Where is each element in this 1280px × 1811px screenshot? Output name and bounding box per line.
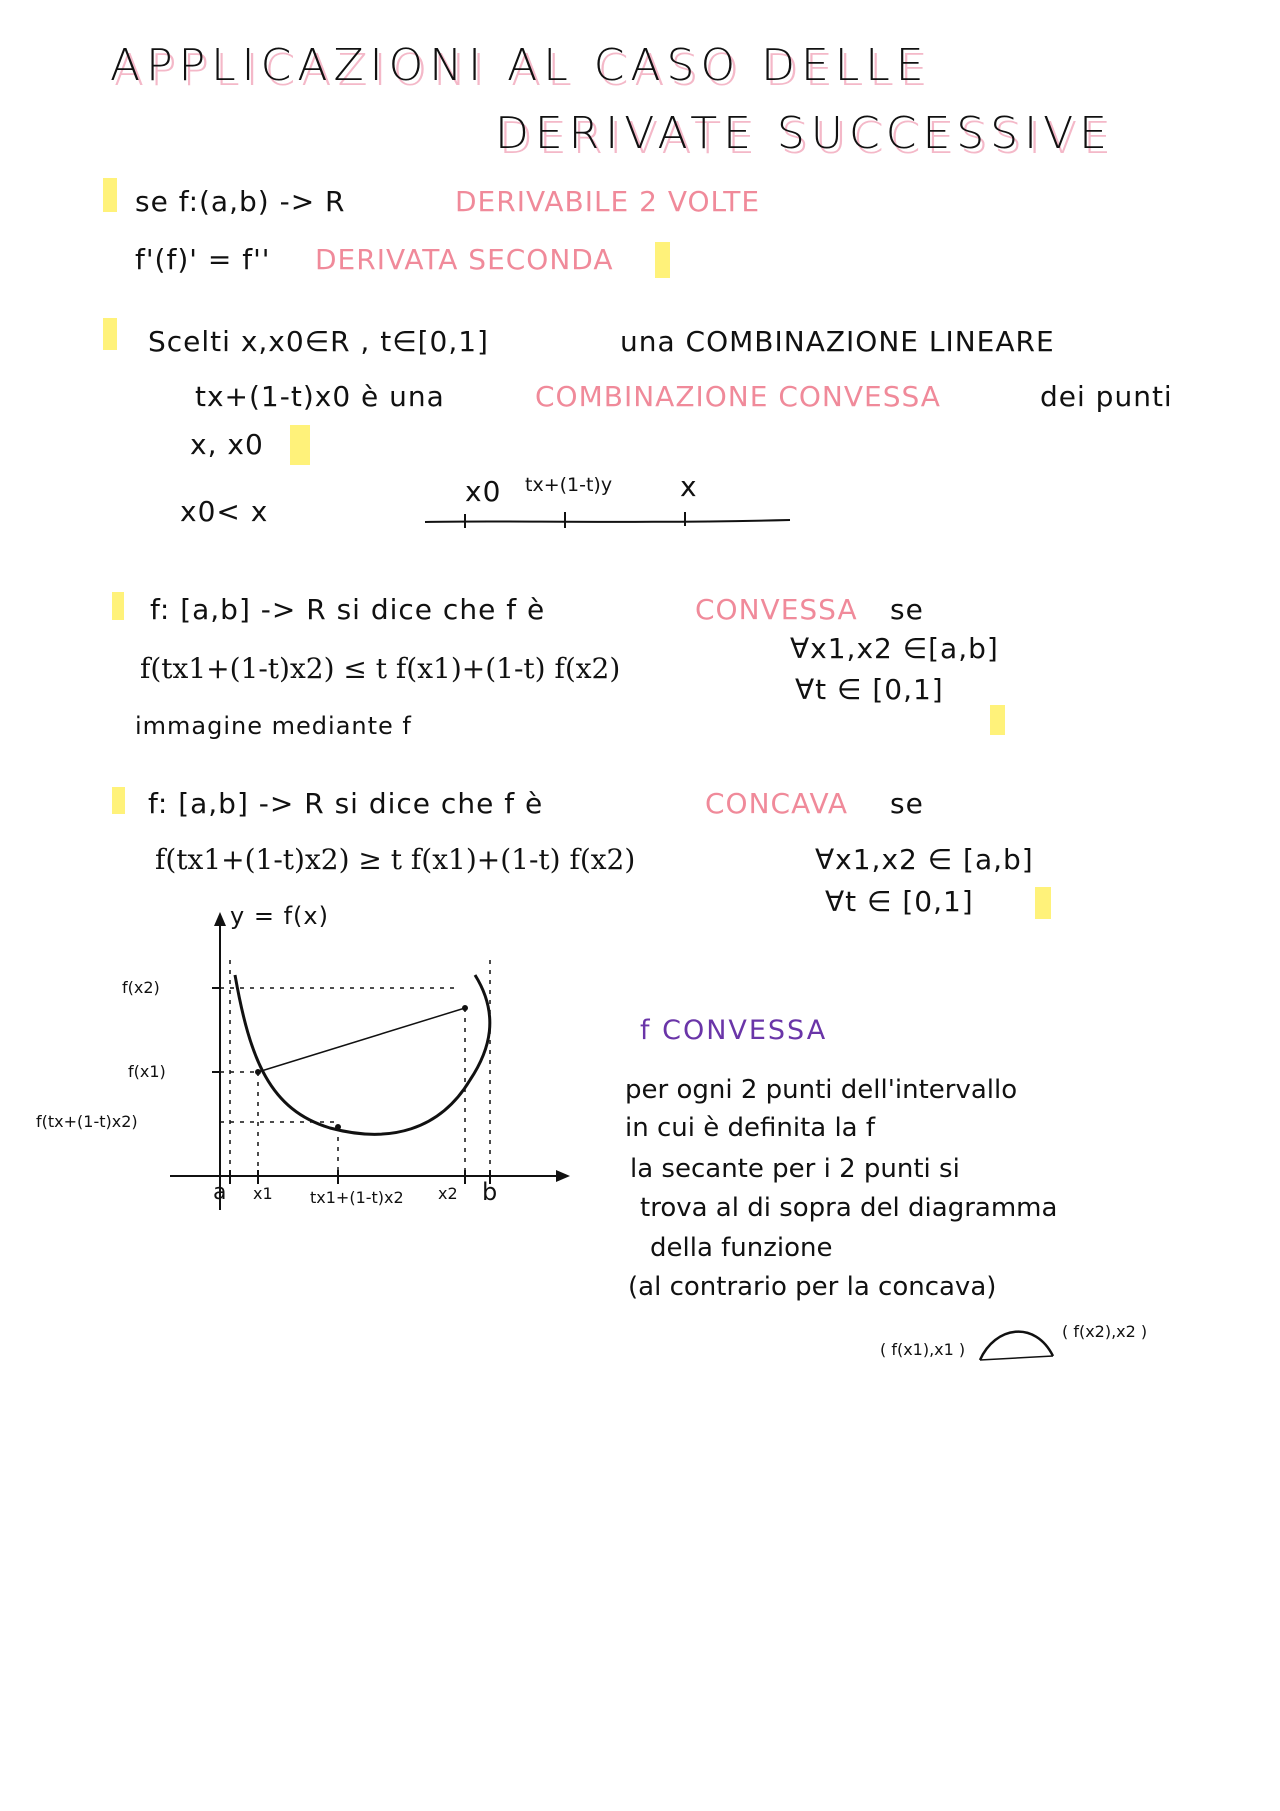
highlight-mark xyxy=(1035,887,1051,919)
highlight-mark xyxy=(290,425,310,465)
graph-tick-b: b xyxy=(482,1178,499,1206)
convex-curve xyxy=(235,975,490,1134)
highlight-mark xyxy=(112,592,124,620)
convex-definition-text: f: [a,b] -> R si dice che f è xyxy=(150,593,546,626)
explanation-line: trova al di sopra del diagramma xyxy=(640,1193,1058,1223)
image-via-f-caption: immagine mediante f xyxy=(135,712,412,740)
convex-quantifier-x: ∀x1,x2 ∈[a,b] xyxy=(790,632,999,665)
of-points-text: dei punti xyxy=(1040,380,1173,413)
highlight-mark xyxy=(990,705,1005,735)
graph-label-fx2: f(x2) xyxy=(122,978,160,997)
sketch-label-right: ( f(x2),x2 ) xyxy=(1062,1322,1148,1341)
axis-label-mid: tx+(1-t)y xyxy=(525,474,613,496)
axis-label-x: x xyxy=(680,470,698,503)
axis-label-x0: x0 xyxy=(465,475,502,508)
combination-expression: tx+(1-t)x0 è una xyxy=(195,380,445,413)
convex-combination-label: COMBINAZIONE CONVESSA xyxy=(535,380,941,413)
second-derivative-label: DERIVATA SECONDA xyxy=(315,243,614,276)
graph-label-fx1: f(x1) xyxy=(128,1062,166,1081)
number-line xyxy=(425,520,790,522)
linear-combination-text: una COMBINAZIONE LINEARE xyxy=(620,325,1055,358)
convex-quantifier-t: ∀t ∈ [0,1] xyxy=(795,673,944,706)
sketch-label-left: ( f(x1),x1 ) xyxy=(880,1340,966,1359)
graph-tick-mix: tx1+(1-t)x2 xyxy=(310,1188,404,1207)
def-derivable-function: se f:(a,b) -> R xyxy=(135,185,346,218)
explanation-line: della funzione xyxy=(650,1233,833,1263)
concave-arc-sketch xyxy=(975,1318,1065,1368)
highlight-mark xyxy=(655,242,670,278)
explanation-line: la secante per i 2 punti si xyxy=(630,1154,960,1184)
concave-quantifier-x: ∀x1,x2 ∈ [a,b] xyxy=(815,843,1034,876)
graph-tick-x2: x2 xyxy=(438,1184,458,1203)
inequality-x0-x: x0< x xyxy=(180,495,269,528)
x-axis-arrow xyxy=(556,1170,570,1182)
convex-label: CONVESSA xyxy=(695,593,858,626)
highlight-mark xyxy=(103,318,117,350)
highlight-mark xyxy=(112,787,125,814)
derivable-twice-label: DERIVABILE 2 VOLTE xyxy=(455,185,761,218)
arc-chord xyxy=(980,1356,1053,1360)
highlight-mark xyxy=(103,178,117,212)
concave-label: CONCAVA xyxy=(705,787,848,820)
second-derivative-notation: f'(f)' = f'' xyxy=(135,243,271,276)
convex-inequality: f(tx1+(1-t)x2) ≤ t f(x1)+(1-t) f(x2) xyxy=(140,652,621,685)
explanation-line: (al contrario per la concava) xyxy=(628,1272,997,1302)
concave-quantifier-t: ∀t ∈ [0,1] xyxy=(825,885,974,918)
secant-line xyxy=(258,1008,465,1072)
explanation-line: in cui è definita la f xyxy=(625,1113,876,1143)
concave-se: se xyxy=(890,787,924,820)
convex-se: se xyxy=(890,593,924,626)
graph-label-fmix: f(tx+(1-t)x2) xyxy=(36,1112,138,1131)
graph-y-label: y = f(x) xyxy=(230,902,329,930)
y-axis-arrow xyxy=(214,912,226,926)
choose-points-text: Scelti x,x0∈R , t∈[0,1] xyxy=(148,325,489,358)
concave-definition-text: f: [a,b] -> R si dice che f è xyxy=(148,787,544,820)
points-x-x0: x, x0 xyxy=(190,428,264,461)
arc-curve xyxy=(980,1332,1053,1360)
concave-inequality: f(tx1+(1-t)x2) ≥ t f(x1)+(1-t) f(x2) xyxy=(155,843,636,876)
graph-tick-a: a xyxy=(213,1180,228,1205)
graph-tick-x1: x1 xyxy=(253,1184,273,1203)
convex-explanation-heading: f CONVESSA xyxy=(640,1015,828,1046)
explanation-line: per ogni 2 punti dell'intervallo xyxy=(625,1075,1018,1105)
page-subtitle: DERIVATE SUCCESSIVE xyxy=(495,108,1113,159)
page-title: APPLICAZIONI AL CASO DELLE xyxy=(110,40,930,91)
